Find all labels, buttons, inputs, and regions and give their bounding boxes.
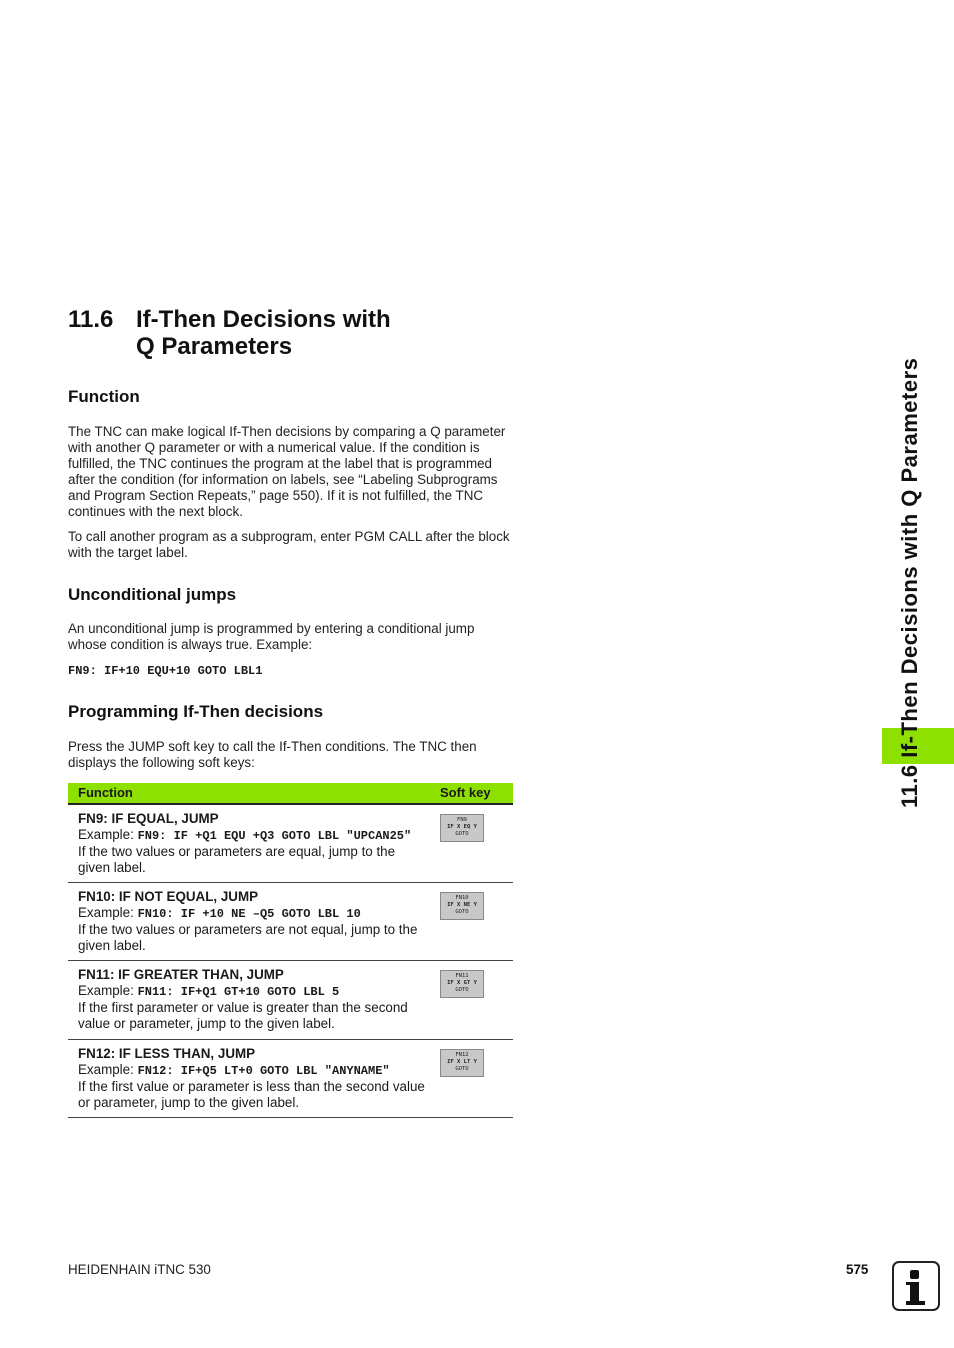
row-example: Example: FN12: IF+Q5 LT+0 GOTO LBL "ANYNAME" <box>78 1062 390 1078</box>
function-paragraph-1: The TNC can make logical If-Then decisions by comparing a Q parameter with another Q parameter or with a numerical value. If the condition is fulfilled, the TNC continues the program at the label that is programmed after the condition (for information on labels, see “Labeling Subprograms and Program Section Repeats,” page 550). If it is not fulfilled, the TNC continues with the next block. <box>68 424 506 519</box>
row-example: Example: FN11: IF+Q1 GT+10 GOTO LBL 5 <box>78 983 340 999</box>
unconditional-paragraph: An unconditional jump is programmed by entering a conditional jump whose condition is always true. Example: <box>68 621 475 652</box>
softkey-fn12[interactable]: FN12 IF X LT Y GOTO <box>440 1049 484 1077</box>
programming-paragraph: Press the JUMP soft key to call the If-Then conditions. The TNC then displays the following soft keys: <box>68 739 477 770</box>
softkey-fn9[interactable]: FN9 IF X EQ Y GOTO <box>440 814 484 842</box>
function-heading: Function <box>68 387 140 406</box>
row-title: FN9: IF EQUAL, JUMP <box>78 811 219 826</box>
row-title: FN12: IF LESS THAN, JUMP <box>78 1046 256 1061</box>
footer-product: HEIDENHAIN iTNC 530 <box>68 1262 211 1277</box>
table-row <box>68 1040 513 1118</box>
table-row <box>68 883 513 961</box>
section-title <box>68 306 391 360</box>
softkey-fn10[interactable]: FN10 IF X NE Y GOTO <box>440 892 484 920</box>
row-description: If the first parameter or value is greater than the second value or parameter, jump to the given label. <box>78 1000 408 1031</box>
section-title-line2: Q Parameters <box>136 333 293 360</box>
section-number: 11.6 <box>68 306 114 333</box>
header-softkey: Soft key <box>440 785 491 800</box>
row-title: FN11: IF GREATER THAN, JUMP <box>78 967 284 982</box>
row-example: Example: FN9: IF +Q1 EQU +Q3 GOTO LBL "UPCAN25" <box>78 827 412 843</box>
table-header <box>68 783 513 805</box>
row-description: If the two values or parameters are not equal, jump to the given label. <box>78 922 418 953</box>
programming-heading: Programming If-Then decisions <box>68 702 324 721</box>
table-row <box>68 961 513 1040</box>
info-icon <box>892 1261 940 1311</box>
unconditional-code-example: FN9: IF+10 EQU+10 GOTO LBL1 <box>68 664 263 678</box>
softkey-table <box>68 783 513 1118</box>
row-description: If the two values or parameters are equal, jump to the given label. <box>78 844 396 875</box>
row-title: FN10: IF NOT EQUAL, JUMP <box>78 889 259 904</box>
header-function: Function <box>78 785 133 800</box>
section-title-line1: If-Then Decisions with <box>136 306 391 333</box>
row-example: Example: FN10: IF +10 NE –Q5 GOTO LBL 10 <box>78 905 361 921</box>
page-number: 575 <box>846 1262 869 1277</box>
row-description: If the first value or parameter is less than the second value or parameter, jump to the given label. <box>78 1079 425 1110</box>
unconditional-heading: Unconditional jumps <box>68 585 237 604</box>
table-row <box>68 805 513 883</box>
softkey-fn11[interactable]: FN11 IF X GT Y GOTO <box>440 970 484 998</box>
function-paragraph-2: To call another program as a subprogram, enter PGM CALL after the block with the target label. <box>68 529 510 560</box>
